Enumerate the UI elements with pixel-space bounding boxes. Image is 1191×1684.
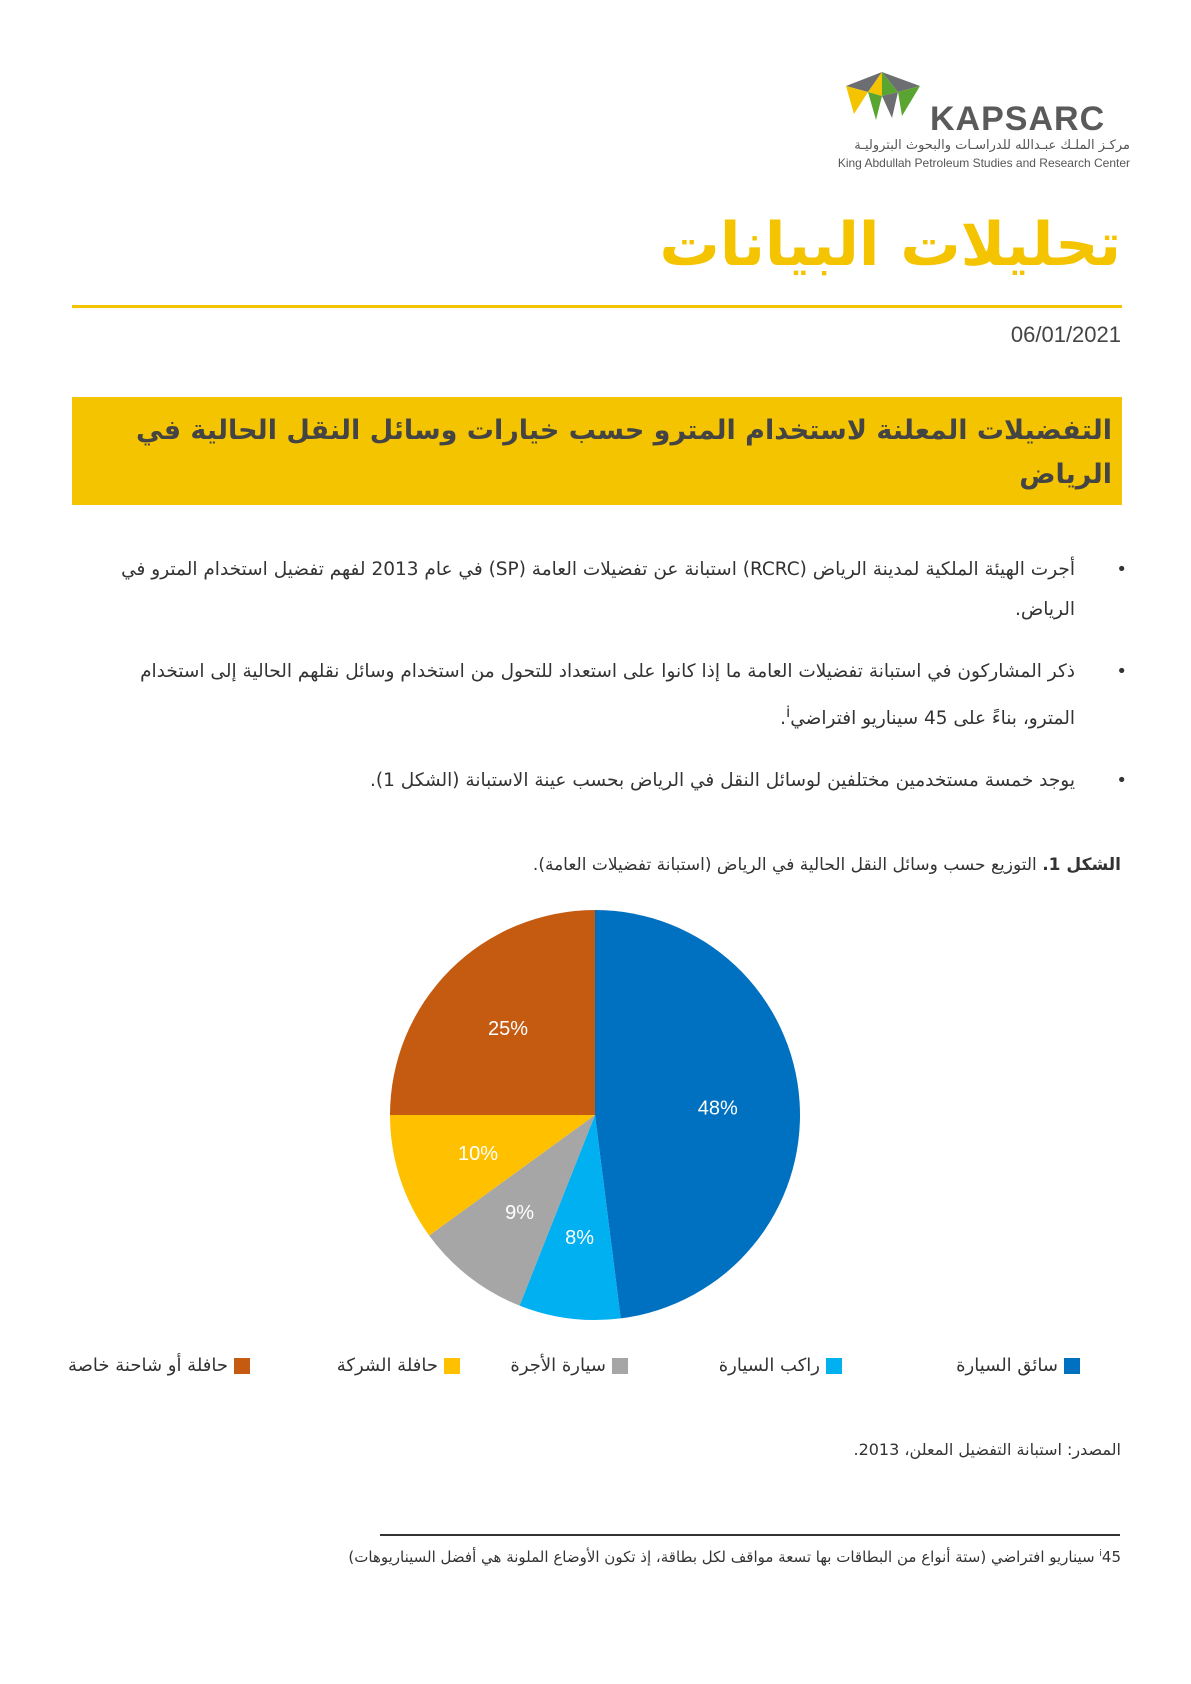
legend-label: سائق السيارة	[956, 1355, 1058, 1376]
legend-label: حافلة الشركة	[336, 1355, 438, 1376]
title-divider	[72, 305, 1122, 308]
bullet-dot-icon: •	[1116, 661, 1127, 682]
logo-brand: KAPSARC	[930, 100, 1106, 138]
pie-data-label: 25%	[488, 1018, 529, 1041]
figure-caption-text: التوزيع حسب وسائل النقل الحالية في الرياض (استبانة تفضيلات العامة).	[532, 855, 1037, 875]
bullet-end: .	[780, 708, 786, 730]
legend-swatch-icon	[612, 1358, 628, 1374]
kapsarc-emblem-icon	[832, 70, 932, 122]
pie-slice	[390, 910, 595, 1115]
legend-item	[68, 1355, 250, 1376]
chart-source: المصدر: استبانة التفضيل المعلن، 2013.	[853, 1440, 1121, 1459]
kapsarc-logo	[820, 66, 1130, 176]
legend-item	[956, 1355, 1080, 1376]
legend-label: سيارة الأجرة	[510, 1355, 606, 1376]
legend-item	[510, 1355, 628, 1376]
bullet-text: ذكر المشاركون في استبانة تفضيلات العامة ما إذا كانوا على استعداد للتحول من استخدام وسائل نقلهم الحالية إلى استخدام المترو، بناءً على 45 سيناريو افتراضي	[140, 661, 1075, 730]
footnote	[348, 1548, 1121, 1566]
pie-data-label: 48%	[697, 1097, 738, 1120]
legend-item	[337, 1355, 460, 1376]
footnote-ref: i	[785, 703, 791, 721]
section-banner	[72, 397, 1122, 505]
figure-label: الشكل 1.	[1042, 855, 1121, 875]
legend-label: راكب السيارة	[718, 1355, 820, 1376]
pie-data-label: 10%	[458, 1143, 499, 1166]
bullet-list	[99, 550, 1127, 823]
figure-caption	[533, 855, 1121, 875]
bullet-item	[99, 550, 1127, 630]
legend-item	[719, 1355, 842, 1376]
publication-date: 06/01/2021	[1010, 322, 1121, 347]
legend-label: حافلة أو شاحنة خاصة	[67, 1355, 228, 1376]
pie-data-label: 9%	[505, 1202, 535, 1225]
legend-swatch-icon	[444, 1358, 460, 1374]
page-title: تحليلات البيانات	[659, 210, 1121, 280]
footnote-divider	[380, 1534, 1120, 1536]
pie-data-label: 8%	[565, 1227, 595, 1250]
banner-title: التفضيلات المعلنة لاستخدام المترو حسب خيارات وسائل النقل الحالية في الرياض	[136, 415, 1112, 490]
footnote-marker: i	[1099, 1549, 1102, 1559]
logo-english-name: King Abdullah Petroleum Studies and Research Center	[837, 156, 1130, 170]
legend-swatch-icon	[826, 1358, 842, 1374]
legend-swatch-icon	[234, 1358, 250, 1374]
legend-swatch-icon	[1064, 1358, 1080, 1374]
bullet-text: أجرت الهيئة الملكية لمدينة الرياض (RCRC) استبانة عن تفضيلات العامة (SP) في عام 2013 لفهم تفضيل استخدام المترو في الرياض.	[121, 559, 1075, 620]
footnote-text: 45 سيناريو افتراضي (ستة أنواع من البطاقات بها تسعة مواقف لكل بطاقة، إذ تكون الأوضاع الملونة هي أفضل السيناريوهات)	[348, 1548, 1121, 1566]
bullet-item	[99, 652, 1127, 739]
bullet-dot-icon: •	[1116, 770, 1127, 792]
bullet-dot-icon: •	[1116, 559, 1127, 580]
logo-arabic-name: مركـز الملـك عبـدالله للدراسـات والبحوث البتروليـة	[854, 138, 1130, 153]
pie-chart	[380, 900, 810, 1330]
bullet-item	[99, 761, 1127, 801]
chart-legend	[67, 1355, 1090, 1385]
bullet-text: يوجد خمسة مستخدمين مختلفين لوسائل النقل في الرياض بحسب عينة الاستبانة (الشكل 1).	[370, 770, 1075, 792]
